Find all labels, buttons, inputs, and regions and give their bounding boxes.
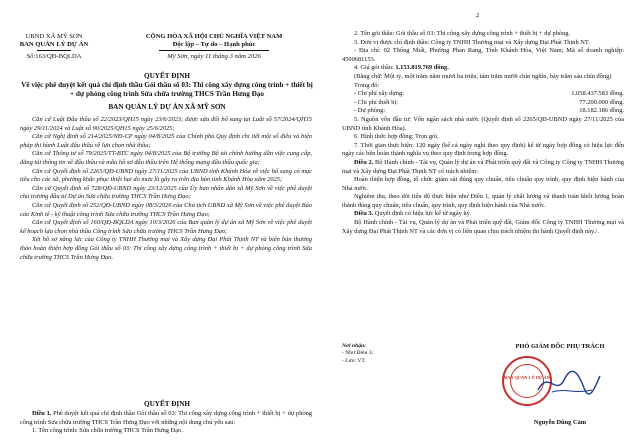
national-heading <box>114 33 314 62</box>
basis-item: Căn cứ Quyết định số 2265/QĐ-UBND ngày 27/11/2025 của UBND tỉnh Khánh Hòa về việc bổ sung có mục tiêu cho các xã, phường khắc phục thiệt hại do mưa lũ gây ra trên địa bàn tỉnh Khánh Hòa năm 2025; <box>20 167 312 184</box>
item-3: 3. Đơn vị được chỉ định thầu: Công ty TNHH Thương mại và Xây dựng Đại Phát Thịnh NT. <box>354 38 590 46</box>
cost-value: 77.200.000 đồng. <box>579 98 624 106</box>
item-1: 1. Tên công trình: Sửa chữa trường THCS Trần Hưng Đạo. <box>32 427 183 435</box>
basis-item: Căn cứ Nghị định số 214/2025/NĐ-CP ngày 04/8/2025 của Chính phủ Quy định chi tiết một số điều và biện pháp thi hành Luật đấu thầu về lựa chọn nhà thầu; <box>20 133 312 149</box>
article-2-text: Bộ Hành chính - Tài vụ, Quản lý dự án và Phát triển quỹ đất và Công ty Công ty TNHH Thương mại và Xây dựng Đại Phát Thịnh NT có trách nhiệm: <box>342 158 624 175</box>
decision-subject: Về việc phê duyệt kết quả chỉ định thầu Gói thầu số 03: Thi công xây dựng công trình + thiết bị + dự phòng công trình Sửa chữa trường THCS Trần Hưng Đạo <box>21 81 313 98</box>
recipient-item: - Như Điều 3; <box>342 350 374 357</box>
document-number: Số:163/QĐ-BQLDA <box>26 53 82 61</box>
issuing-authority <box>6 33 102 62</box>
article-3-label: Điều 3. <box>354 210 374 218</box>
legal-bases <box>20 116 312 262</box>
cost-label: - Chi phí thiết bị: <box>354 98 399 106</box>
nation-title: CỘNG HÒA XÃ HỘI CHỦ NGHĨA VIỆT NAM <box>145 33 283 40</box>
decision-authority: BAN QUẢN LÝ DỰ ÁN XÃ MỸ SƠN <box>108 103 226 111</box>
motto-divider <box>159 50 269 51</box>
handwritten-signature <box>534 366 604 400</box>
document-header <box>6 33 314 67</box>
basis-item: Căn cứ Quyết định số 160/QĐ-BQLDA ngày 10/3/2026 của Ban quản lý dự án xã Mỹ Sơn về việc phê duyệt kế hoạch lựa chọn nhà thầu Công trình Sửa chữa trường THCS Trần Hưng Đạo; <box>20 219 312 235</box>
item-6: 6. Hình thức hợp đồng: Trọn gói. <box>354 133 439 141</box>
cost-row <box>342 90 624 99</box>
national-motto: Độc lập – Tự do – Hạnh phúc <box>172 41 256 49</box>
page-2 <box>320 0 640 446</box>
article-2-paragraph: Hoàn thiện hợp đồng, tổ chức giám sát đúng quy chuẩn, tiêu chuẩn quy trình, quy định hiện hành của Nhà nước. <box>342 176 624 192</box>
article-1 <box>20 410 312 436</box>
header-divider <box>37 50 71 51</box>
cost-label: - Chi phí xây dựng: <box>354 90 404 98</box>
place-date: Mỹ Sơn, ngày 11 tháng 3 năm 2026 <box>167 53 261 61</box>
article-3-text: Quyết định có hiệu lực kể từ ngày ký. <box>374 210 472 218</box>
item-4-label: 4. Giá gói thầu: <box>354 64 396 72</box>
signer-name: Nguyễn Dũng Cảm <box>533 419 587 426</box>
cost-row <box>342 107 624 116</box>
page-number: 2 <box>476 12 480 19</box>
basis-item: Căn cứ Quyết định số 728/QĐ-UBND ngày 23/12/2025 của Ủy ban nhân dân xã Mỹ Sơn về việc phê duyệt chủ trương đầu tư Dự án Sửa chữa trường THCS Trần Hưng Đạo; <box>20 184 312 201</box>
basis-item: Căn cứ Luật Đấu thầu số 22/2023/QH15 ngày 23/6/2023; được sửa đổi bổ sung tại Luật số 57/2024/QH15 ngày 29/11/2024 và Luật số 90/2025/QH15 ngày 25/6/2025; <box>20 116 312 132</box>
cost-value: 18.182.186 đồng. <box>579 107 624 115</box>
org-line-2: BAN QUẢN LÝ DỰ ÁN <box>19 41 89 49</box>
contractor-address: - Địa chỉ: 02 Thống Nhất, Phường Phan Rang, Tỉnh Khánh Hòa, Việt Nam; Mã số doanh nghiệp: 4500681153. <box>342 47 624 63</box>
including-label: Trong đó: <box>354 81 380 89</box>
decision-title <box>20 72 314 112</box>
cost-value: 1.058.437.583 đồng. <box>571 90 624 98</box>
article-2-paragraph: Nghiêm thu, theo dõi tiến độ thực hiện như Điều 1, quản lý chất lượng và thanh toán khối lượng hoàn thành đúng quy chuẩn, tiêu chuẩn, quy trình, quy định hiện hành của Nhà nước. <box>342 193 624 209</box>
amount-in-words: (Bằng chữ: Một tỷ, một trăm năm mươi ba triệu, tám trăm mười chín nghìn, bảy trăm sáu chín đồng) <box>354 72 612 80</box>
basis-item: Căn cứ Quyết định số 252/QĐ-UBND ngày 08/3/2026 của Chủ tịch UBND xã Mỹ Sơn về việc phê duyệt Báo cáo Kinh tế - kỹ thuật công trình Sửa chữa trường THCS Trần Hưng Đạo; <box>20 201 312 218</box>
item-2: 2. Tên gói thầu: Gói thầu số 03: Thi công xây dựng công trình + thiết bị + dự phòng. <box>354 30 571 37</box>
cost-label: - Dự phòng: <box>354 107 386 115</box>
article-3-paragraph: Bộ Hành chính - Tài vụ, Quản lý dự án và Phát triển quỹ đất, Giám đốc Công ty TNHH Thương mại và Xây dựng Đại Phát Thịnh NT và các đơn vị có liên quan chịu trách nhiệm thi hành Quyết định này./. <box>342 219 624 235</box>
signature-block <box>490 343 630 351</box>
item-7: 7. Thời gian thực hiện: 120 ngày (kể cả ngày nghỉ theo quy định) kể từ ngày hợp đồng có hiệu lực đến ngày các bên hoàn thành nghĩa vụ theo quy định trong hợp đồng. <box>342 141 624 158</box>
basis-item: Xét hồ sơ năng lực của Công ty TNHH Thương mại và Xây dựng Đại Phát Thịnh NT và biên bản thương thảo hoàn thiện hợp đồng Gói thầu số 03: Thi công xây dựng công trình + thiết bị + dự phòng công trình Sửa chữa trường THCS Trần Hưng Đạo. <box>20 236 312 261</box>
recipient-item: - Lưu: VT. <box>342 357 366 364</box>
signer-title: PHÓ GIÁM ĐỐC PHỤ TRÁCH <box>515 343 605 350</box>
seal-text: BAN QUẢN LÝ DỰ ÁN <box>504 375 550 380</box>
cost-row <box>342 99 624 108</box>
decision-details <box>342 30 624 236</box>
basis-item: Căn cứ Thông tư số 79/2025/TT-BTC ngày 04/8/2025 của Bộ trưởng Bộ tài chính hướng dẫn việc cung cấp, đăng tải thông tin về đấu thầu và mẫu hồ sơ đấu thầu trên Hệ thống mạng đấu thầu quốc gia; <box>20 150 312 166</box>
decision-kind: QUYẾT ĐỊNH <box>144 72 190 80</box>
item-5: 5. Nguồn vốn đầu tư: Vốn ngân sách nhà nước (Quyết định số 2265/QĐ-UBND ngày 27/11/2025 của UBND tỉnh Khánh Hòa). <box>342 115 624 132</box>
org-line-1: UBND XÃ MỸ SƠN <box>25 33 83 40</box>
article-1-label: Điều 1. <box>32 410 52 417</box>
recipients <box>342 343 442 365</box>
item-4-value: 1.153.819.769 đồng. <box>395 64 449 72</box>
recipients-title: Nơi nhận: <box>342 343 366 349</box>
article-1-text: Phê duyệt kết quả chỉ định thầu Gói thầu số 03: Thi công xây dựng công trình + thiết bị + dự phòng công trình Sửa chữa trường THCS Trần Hưng Đạo với những nội dung chủ yếu sau: <box>20 410 312 426</box>
decide-heading: QUYẾT ĐỊNH <box>144 400 190 408</box>
article-2-label: Điều 2. <box>354 158 374 166</box>
